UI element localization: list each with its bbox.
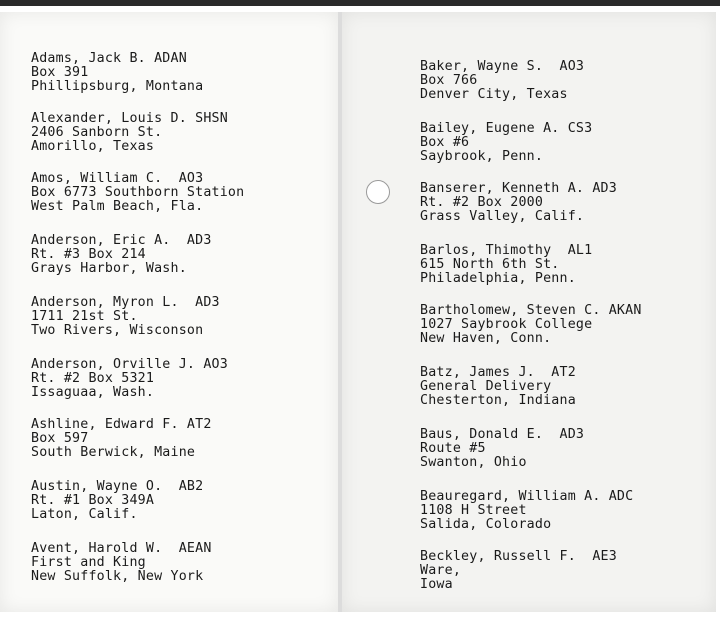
entry-address: Rt. #2 Box 5321 [31, 371, 155, 386]
left-page [0, 12, 338, 612]
entry-name: Anderson, Myron L. AD3 [31, 295, 220, 310]
entry-city-state: Issaguaa, Wash. [31, 385, 155, 400]
entry-address: First and King [31, 555, 146, 570]
entry-city-state: Swanton, Ohio [420, 455, 527, 470]
entry-city-state: Philadelphia, Penn. [420, 271, 576, 286]
entry-city-state: Grass Valley, Calif. [420, 209, 585, 224]
directory-entry [31, 542, 212, 584]
entry-name: Beckley, Russell F. AE3 [420, 549, 617, 564]
entry-name: Adams, Jack B. ADAN [31, 51, 187, 66]
entry-address: Rt. #1 Box 349A [31, 493, 155, 508]
entry-name: Beauregard, William A. ADC [420, 489, 634, 504]
entry-city-state: Laton, Calif. [31, 507, 138, 522]
entry-city-state: New Suffolk, New York [31, 569, 204, 584]
entry-name: Baker, Wayne S. AO3 [420, 59, 585, 74]
entry-address: Rt. #2 Box 2000 [420, 195, 544, 210]
entry-city-state: West Palm Beach, Fla. [31, 199, 204, 214]
directory-entry [420, 304, 642, 346]
entry-name: Banserer, Kenneth A. AD3 [420, 181, 617, 196]
entry-address: Ware, [420, 563, 462, 578]
entry-address: Box 766 [420, 73, 478, 88]
scan-top-edge [0, 0, 720, 6]
entry-city-state: New Haven, Conn. [420, 331, 552, 346]
directory-entry [31, 172, 244, 214]
entry-name: Anderson, Eric A. AD3 [31, 233, 212, 248]
entry-city-state: Chesterton, Indiana [420, 393, 576, 408]
directory-entry [420, 490, 633, 532]
entry-city-state: Phillipsburg, Montana [31, 79, 204, 94]
entry-address: 1027 Saybrook College [420, 317, 593, 332]
entry-city-state: Iowa [420, 577, 453, 592]
entry-name: Barlos, Thimothy AL1 [420, 243, 593, 258]
entry-city-state: Amorillo, Texas [31, 139, 155, 154]
directory-entry [420, 428, 584, 470]
entry-city-state: Saybrook, Penn. [420, 149, 544, 164]
entry-name: Anderson, Orville J. AO3 [31, 357, 228, 372]
entry-city-state: Denver City, Texas [420, 87, 568, 102]
directory-entry [420, 182, 617, 224]
directory-entry [31, 234, 212, 276]
binder-punch-hole [366, 180, 390, 204]
entry-name: Ashline, Edward F. AT2 [31, 417, 212, 432]
directory-entry [31, 418, 212, 460]
entry-address: General Delivery [420, 379, 552, 394]
entry-name: Bailey, Eugene A. CS3 [420, 121, 593, 136]
directory-entry [31, 296, 220, 338]
entry-name: Batz, James J. AT2 [420, 365, 576, 380]
entry-address: Box 597 [31, 431, 89, 446]
right-page [342, 12, 716, 612]
directory-entry [420, 60, 584, 102]
entry-city-state: Salida, Colorado [420, 517, 552, 532]
entry-address: Rt. #3 Box 214 [31, 247, 146, 262]
entry-address: 2406 Sanborn St. [31, 125, 163, 140]
entry-address: Box #6 [420, 135, 470, 150]
entry-address: 1711 21st St. [31, 309, 138, 324]
entry-city-state: South Berwick, Maine [31, 445, 196, 460]
directory-entry [31, 52, 203, 94]
entry-name: Bartholomew, Steven C. AKAN [420, 303, 642, 318]
entry-name: Baus, Donald E. AD3 [420, 427, 585, 442]
entry-name: Alexander, Louis D. SHSN [31, 111, 228, 126]
directory-entry [420, 122, 592, 164]
directory-entry [420, 244, 592, 286]
entry-address: Box 6773 Southborn Station [31, 185, 245, 200]
directory-entry [31, 112, 228, 154]
entry-city-state: Two Rivers, Wisconson [31, 323, 204, 338]
directory-entry [420, 366, 576, 408]
entry-address: Box 391 [31, 65, 89, 80]
entry-address: 615 North 6th St. [420, 257, 560, 272]
entry-city-state: Grays Harbor, Wash. [31, 261, 187, 276]
directory-entry [420, 550, 617, 592]
directory-entry [31, 358, 228, 400]
entry-address: Route #5 [420, 441, 486, 456]
entry-name: Amos, William C. AO3 [31, 171, 204, 186]
entry-name: Avent, Harold W. AEAN [31, 541, 212, 556]
entry-address: 1108 H Street [420, 503, 527, 518]
directory-entry [31, 480, 203, 522]
entry-name: Austin, Wayne O. AB2 [31, 479, 204, 494]
